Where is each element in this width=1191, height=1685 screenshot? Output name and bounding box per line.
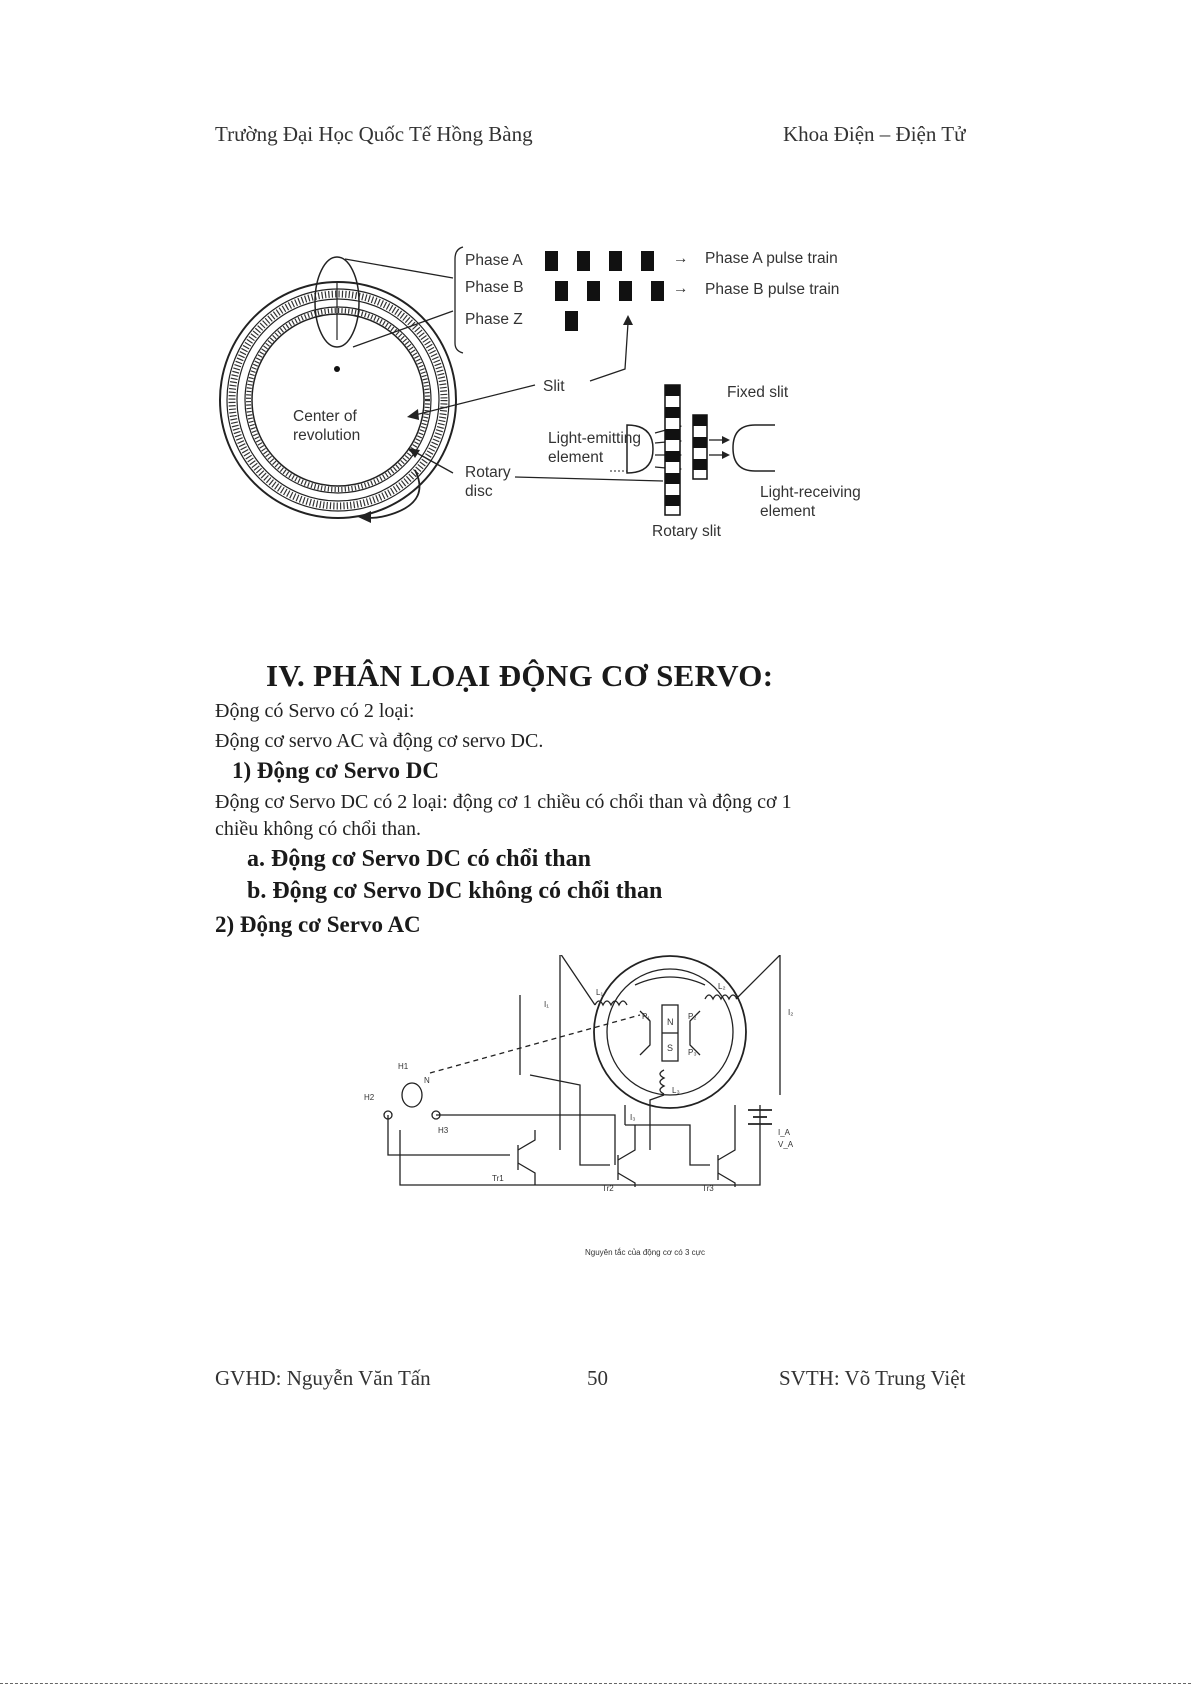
motor-caption: Nguyên tắc của động cơ có 3 cực — [585, 1248, 705, 1257]
paragraph-line-1: Động có Servo có 2 loại: — [215, 700, 415, 722]
phase-a-pulses — [545, 251, 654, 271]
rotation-arrowhead — [358, 511, 371, 523]
slit-arrow-up — [590, 323, 628, 381]
label-center-1: Center of — [293, 408, 357, 425]
label-rotor-s: S — [667, 1043, 674, 1053]
wire-l2 — [736, 955, 780, 1095]
leader-line-top — [345, 259, 453, 278]
coil-l3 — [660, 1070, 664, 1094]
hall-sensor — [402, 1083, 422, 1107]
rotation-arc — [635, 977, 705, 985]
arrow-a: → — [673, 250, 689, 267]
subsection-1-title: 1) Động cơ Servo DC — [232, 758, 439, 783]
wire-h3 — [436, 1115, 615, 1165]
wire-tr3 — [625, 1125, 710, 1165]
label-h2: H2 — [364, 1093, 375, 1102]
header-faculty: Khoa Điện – Điện Tử — [783, 122, 966, 146]
receiver-ray-heads — [722, 436, 730, 459]
light-receiver — [733, 425, 775, 471]
subsection-1-text-2: chiều không có chổi than. — [215, 818, 422, 840]
slit-arrow-disc — [415, 385, 535, 415]
phase-bracket — [455, 247, 463, 353]
label-va: V_A — [778, 1140, 794, 1149]
label-p1: P₁ — [642, 1012, 651, 1021]
label-light-recv-2: element — [760, 503, 816, 520]
label-light-emit-2: element — [548, 449, 604, 466]
label-l1: L₁ — [596, 988, 604, 997]
leader-line-bottom — [353, 311, 453, 347]
label-slit: Slit — [543, 378, 565, 395]
section-title: IV. PHÂN LOẠI ĐỘNG CƠ SERVO: — [266, 658, 774, 693]
label-phase-z: Phase Z — [465, 311, 523, 328]
label-light-recv-1: Light-receiving — [760, 484, 861, 501]
page-number: 50 — [587, 1366, 608, 1390]
label-hall-n: N — [424, 1076, 430, 1085]
slit-arrowhead-disc — [407, 409, 419, 420]
item-a: a. Động cơ Servo DC có chổi than — [247, 846, 591, 872]
wire-h2 — [388, 1115, 510, 1155]
arrow-b: → — [673, 280, 689, 297]
label-rotary-disc-1: Rotary — [465, 464, 511, 481]
label-p3: P₃ — [688, 1048, 697, 1057]
label-i3: I₃ — [630, 1113, 636, 1122]
encoder-diagram — [215, 245, 955, 590]
tr1-collector — [518, 1130, 535, 1150]
label-tr3: Tr3 — [702, 1184, 714, 1193]
label-ia: I_A — [778, 1128, 791, 1137]
center-dot — [334, 366, 340, 372]
label-phase-a-train: Phase A pulse train — [705, 250, 838, 267]
label-rotor-n: N — [667, 1017, 674, 1027]
slit-arrowhead-up — [623, 315, 633, 325]
item-b: b. Động cơ Servo DC không có chổi than — [247, 878, 663, 904]
wire-l3 — [650, 1095, 664, 1150]
label-fixed-slit: Fixed slit — [727, 384, 789, 401]
label-h1: H1 — [398, 1062, 409, 1071]
motor-circuit-diagram — [350, 955, 840, 1265]
rotary-slit-column — [665, 385, 680, 515]
label-rotary-slit: Rotary slit — [652, 523, 721, 540]
label-rotary-disc-2: disc — [465, 483, 493, 500]
paragraph-line-2: Động cơ servo AC và động cơ servo DC. — [215, 730, 544, 752]
label-l3: L₃ — [672, 1086, 680, 1095]
rotary-disc-pointer-head — [408, 448, 420, 458]
subsection-2-title: 2) Động cơ Servo AC — [215, 912, 421, 937]
label-center-2: revolution — [293, 427, 361, 444]
tr3-collector — [718, 1105, 735, 1160]
stator-outer — [594, 956, 746, 1108]
label-i2: I₂ — [788, 1008, 794, 1017]
label-phase-b: Phase B — [465, 279, 524, 296]
label-l2: L₂ — [718, 982, 726, 991]
wire-l1 — [560, 955, 595, 1150]
header-school: Trường Đại Học Quốc Tế Hồng Bàng — [215, 122, 533, 146]
phase-b-pulses — [555, 281, 664, 301]
footer-advisor: GVHD: Nguyễn Văn Tấn — [215, 1366, 431, 1390]
label-light-emit-1: Light-emitting — [548, 430, 642, 447]
rotary-disc — [220, 282, 456, 518]
label-tr1: Tr1 — [492, 1174, 504, 1183]
label-phase-a: Phase A — [465, 252, 523, 269]
label-h3: H3 — [438, 1126, 449, 1135]
stator-inner — [607, 969, 733, 1095]
wire-tr2 — [530, 1075, 610, 1165]
tr2-collector — [618, 1125, 635, 1160]
rotary-disc-to-slit — [515, 477, 663, 481]
page-bottom-edge — [0, 1683, 1191, 1684]
subsection-1-text-1: Động cơ Servo DC có 2 loại: động cơ 1 chiều có chổi than và động cơ 1 — [215, 791, 792, 813]
phase-z-pulse — [565, 311, 578, 331]
tr1-emitter — [518, 1163, 535, 1185]
label-tr2: Tr2 — [602, 1184, 614, 1193]
footer-student: SVTH: Võ Trung Việt — [779, 1366, 966, 1390]
label-p2: P₂ — [688, 1012, 697, 1021]
label-i1: I₁ — [544, 1000, 549, 1009]
fixed-slit-column — [693, 415, 707, 479]
label-phase-b-train: Phase B pulse train — [705, 281, 840, 298]
